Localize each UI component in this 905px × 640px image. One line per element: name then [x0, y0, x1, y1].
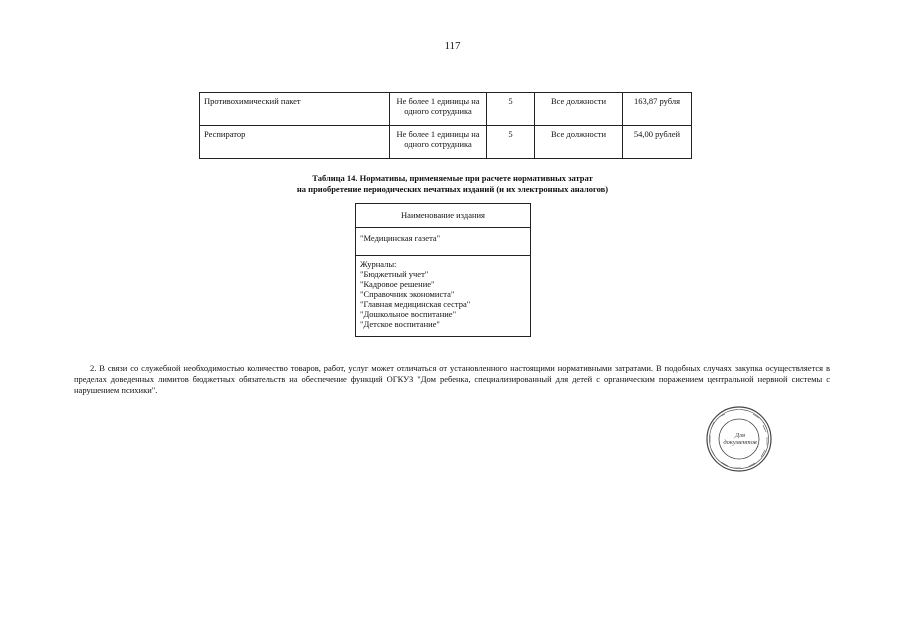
- quantity-cell: Не более 1 единицы на одного сотрудника: [390, 93, 487, 126]
- stamp-seal: [705, 405, 773, 473]
- journal-item: "Детское воспитание": [360, 319, 440, 329]
- item-name-cell: Респиратор: [200, 126, 390, 159]
- journals-label: Журналы:: [360, 259, 397, 269]
- norms-table: [199, 92, 692, 159]
- journals-cell: [356, 256, 531, 337]
- journal-item: "Бюджетный учет": [360, 269, 429, 279]
- table-row: [356, 256, 531, 337]
- caption-line-2: на приобретение периодических печатных изданий (и их электронных аналогов): [296, 184, 609, 194]
- table-caption: [0, 173, 905, 195]
- publications-table: [355, 203, 531, 337]
- term-cell: 5: [487, 93, 535, 126]
- table-header-row: [356, 204, 531, 228]
- table-row: [200, 93, 692, 126]
- quantity-cell: Не более 1 единицы на одного сотрудника: [390, 126, 487, 159]
- journal-item: "Справочник экономиста": [360, 289, 455, 299]
- positions-cell: Все должности: [535, 126, 623, 159]
- stamp-text-line-1: Для: [735, 432, 745, 439]
- journal-item: "Дошкольное воспитание": [360, 309, 457, 319]
- newspaper-cell: "Медицинская газета": [356, 228, 531, 256]
- item-name-cell: Противохимический пакет: [200, 93, 390, 126]
- table-row: [356, 228, 531, 256]
- stamp-text-line-2: документов: [723, 439, 757, 446]
- note-paragraph: 2. В связи со служебной необходимостью количество товаров, работ, услуг может отличаться от установленного настоящими нормативными затратами. В подобных случаях закупка осуществляется в пределах доведенных лимитов бюджетных обязательств на обеспечение функций ОГКУЗ "Дом ребенка, специализированный для детей с органическим поражением центральной нервной системы с нарушением психики".: [74, 363, 830, 395]
- journal-item: "Главная медицинская сестра": [360, 299, 471, 309]
- price-cell: 163,87 рубля: [623, 93, 692, 126]
- term-cell: 5: [487, 126, 535, 159]
- price-cell: 54,00 рублей: [623, 126, 692, 159]
- journal-item: "Кадровое решение": [360, 279, 435, 289]
- table-row: [200, 126, 692, 159]
- caption-line-1: Таблица 14. Нормативы, применяемые при расчете нормативных затрат: [312, 173, 593, 183]
- column-header: Наименование издания: [356, 204, 531, 228]
- positions-cell: Все должности: [535, 93, 623, 126]
- page-number: 117: [444, 40, 461, 52]
